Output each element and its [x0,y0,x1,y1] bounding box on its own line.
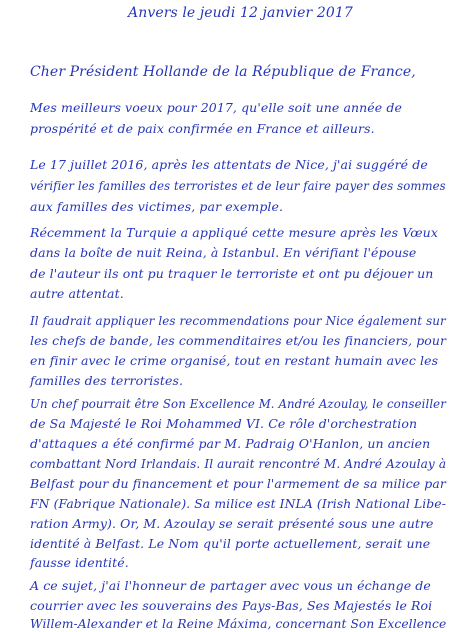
paragraph-line: aux familles des victimes, par exemple. [30,199,284,214]
paragraph-line: de Sa Majesté le Roi Mohammed VI. Ce rôle d'orchestration [30,416,418,431]
paragraph-line: autre attentat. [30,286,124,301]
paragraph-line: familles des terroristes. [30,373,184,388]
paragraph-line: en finir avec le crime organisé, tout en restant humain avec les [30,353,439,368]
paragraph-line: fausse identité. [30,555,129,570]
paragraph-line: FN (Fabrique Nationale). Sa milice est INLA (Irish National Libe- [30,496,446,511]
paragraph-line: identité à Belfast. Le Nom qu'il porte actuellement, serait une [30,536,431,551]
letter-salutation: Cher Président Hollande de la République de France, [30,64,416,80]
paragraph-line: d'attaques a été confirmé par M. Padraig O'Hanlon, un ancien [30,436,431,451]
paragraph-line: courrier avec les souverains des Pays-Bas, Ses Majestés le Roi [30,598,433,613]
paragraph-line: vérifier les familles des terroristes et de leur faire payer des sommes [30,178,446,193]
paragraph-line: combattant Nord Irlandais. Il aurait rencontré M. André Azoulay à [30,456,447,471]
paragraph-line: Un chef pourrait être Son Excellence M. André Azoulay, le conseiller [30,396,446,411]
paragraph-line: les chefs de bande, les commenditaires et/ou les financiers, pour [30,333,447,348]
paragraph-line: prospérité et de paix confirmée en France et ailleurs. [30,121,375,136]
letter-dateline: Anvers le jeudi 12 janvier 2017 [128,5,353,21]
paragraph-line: dans la boîte de nuit Reina, à Istanbul. En vérifiant l'épouse [30,245,417,260]
paragraph-line: Le 17 juillet 2016, après les attentats de Nice, j'ai suggéré de [30,157,428,172]
paragraph-line: Willem-Alexander et la Reine Máxima, concernant Son Excellence [30,616,447,631]
paragraph-line: Il faudrait appliquer les recommendations pour Nice également sur [30,313,446,328]
paragraph-line: ration Army). Or, M. Azoulay se serait présenté sous une autre [30,516,434,531]
paragraph-line: de l'auteur ils ont pu traquer le terroriste et ont pu déjouer un [30,266,434,281]
paragraph-line: Mes meilleurs voeux pour 2017, qu'elle soit une année de [30,100,402,115]
paragraph-line: Récemment la Turquie a appliqué cette mesure après les Vœux [30,225,438,240]
paragraph-line: Belfast pour du financement et pour l'armement de sa milice par [30,476,446,491]
paragraph-line: A ce sujet, j'ai l'honneur de partager avec vous un échange de [30,578,431,593]
